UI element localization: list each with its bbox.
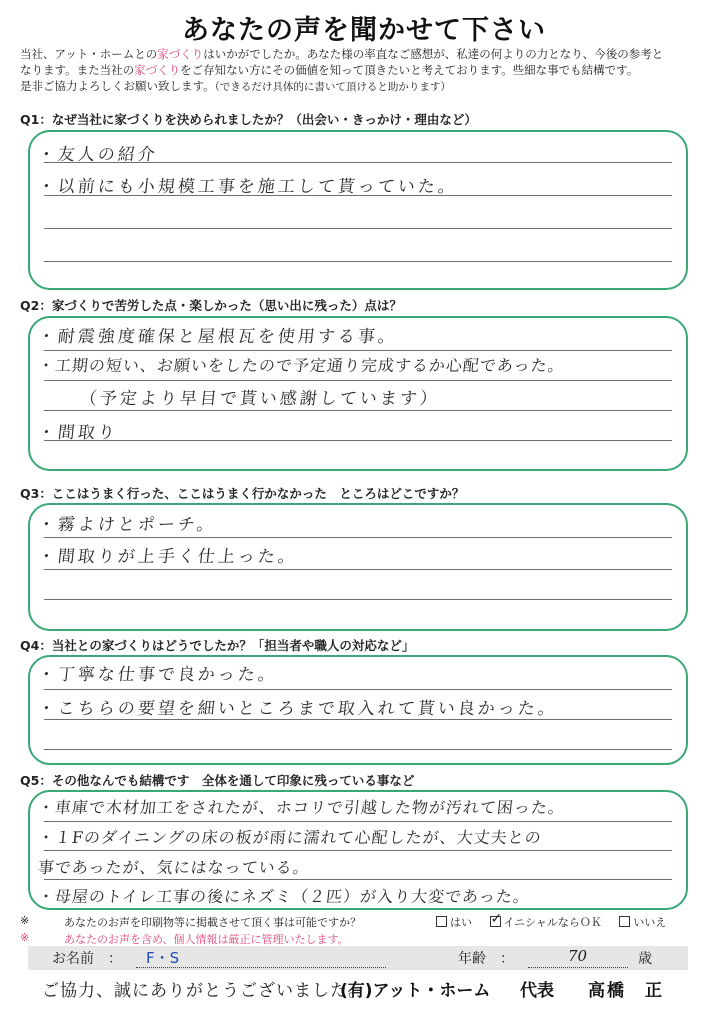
representative-name: 高橋 正	[588, 981, 664, 1001]
q3-answer-1: ・霧よけとポーチ。	[36, 515, 218, 535]
q2-answer-2: ・工期の短い、お願いをしたので予定通り完成するか心配であった。	[36, 356, 566, 375]
q1-answer-2: ・以前にも小規模工事を施工して貰っていた。	[36, 177, 459, 197]
age-unit: 歳	[638, 951, 652, 967]
company-name: (有)アット・ホーム	[340, 981, 491, 1001]
consent-question: あなたのお声を印刷物等に掲載させて頂く事は可能ですか？	[64, 916, 361, 929]
intro-line-1: 当社、アット・ホームとの家づくりはいかがでしたか。あなた様の率直なご感想が、私達の何よりの力となり、今後の参考と	[20, 47, 664, 61]
consent-row: ※ あなたのお声を印刷物等に掲載させて頂く事は可能ですか？ はい ✓ イニシャルならＯＫ いいえ	[20, 914, 710, 930]
checkbox-yes[interactable]	[436, 916, 447, 927]
consent-option-initial[interactable]: ✓ イニシャルならＯＫ	[490, 916, 602, 929]
name-value[interactable]: F・S	[146, 949, 180, 967]
q1-label: Q1：なぜ当社に家づくりを決められましたか？（出会い・きっかけ・理由など）	[20, 112, 477, 127]
consent-option-no[interactable]: いいえ	[619, 916, 666, 929]
q5-label: Q5：その他なんでも結構です 全体を通して印象に残っている事など	[20, 773, 415, 788]
thanks-text: ご協力、誠にありがとうございました。	[42, 981, 366, 1001]
name-label: お名前 ：	[52, 951, 122, 967]
q3-answer-2: ・間取りが上手く仕上った。	[36, 547, 299, 567]
q5-answer-2: ・１Fのダイニングの床の板が雨に濡れて心配したが、大丈夫との	[36, 828, 543, 847]
q2-answer-4: ・間取り	[36, 423, 119, 443]
intro-line-3: 是非ご協力よろしくお願い致します。（できるだけ具体的に書いて頂けると助かります）	[20, 79, 451, 93]
q4-label: Q4：当社との家づくりはどうでしたか？「担当者や職人の対応など」	[20, 638, 415, 653]
q2-answer-1: ・耐震強度確保と屋根瓦を使用する事。	[36, 327, 399, 347]
q5-answer-4: ・母屋のトイレ工事の後にネズミ（２匹）が入り大変であった。	[36, 887, 531, 906]
footer	[0, 974, 728, 1002]
q1-answer-1: ・友人の紹介	[36, 145, 159, 165]
checkbox-initial[interactable]	[490, 916, 501, 927]
page-title: あなたの声を聞かせて下さい	[182, 15, 546, 46]
q4-answer-1: ・丁寧な仕事で良かった。	[36, 665, 279, 685]
privacy-note: あなたのお声を含め、個人情報は厳正に管理いたします。	[64, 933, 349, 946]
age-label: 年齢 ：	[458, 951, 514, 967]
q2-answer-3: （予定より早目で貰い感謝しています）	[78, 389, 441, 409]
representative-title: 代表	[520, 981, 554, 1001]
consent-option-yes[interactable]: はい	[436, 916, 472, 929]
intro-line-2: なります。また当社の家づくりをご存知ない方にその価値を知って頂きたいと考えております。些細な事でも結構です。	[20, 63, 639, 77]
consent-options	[436, 914, 680, 930]
q2-label: Q2：家づくりで苦労した点・楽しかった（思い出に残った）点は？	[20, 298, 402, 313]
q5-answer-1: ・車庫で木材加工をされたが、ホコリで引越した物が汚れて困った。	[36, 798, 566, 817]
q5-answer-3: 事であったが、気にはなっている。	[36, 858, 311, 877]
privacy-row: ※ あなたのお声を含め、個人情報は厳正に管理いたします。	[20, 931, 349, 946]
name-age-bar	[28, 946, 688, 970]
q3-label: Q3：ここはうまく行った、ここはうまく行かなかった ところはどこですか？	[20, 486, 465, 501]
checkbox-no[interactable]	[619, 916, 630, 927]
q4-answer-2: ・こちらの要望を細いところまで取入れて貰い良かった。	[36, 699, 559, 719]
age-value[interactable]: 70	[568, 947, 588, 965]
intro-text	[20, 46, 710, 95]
